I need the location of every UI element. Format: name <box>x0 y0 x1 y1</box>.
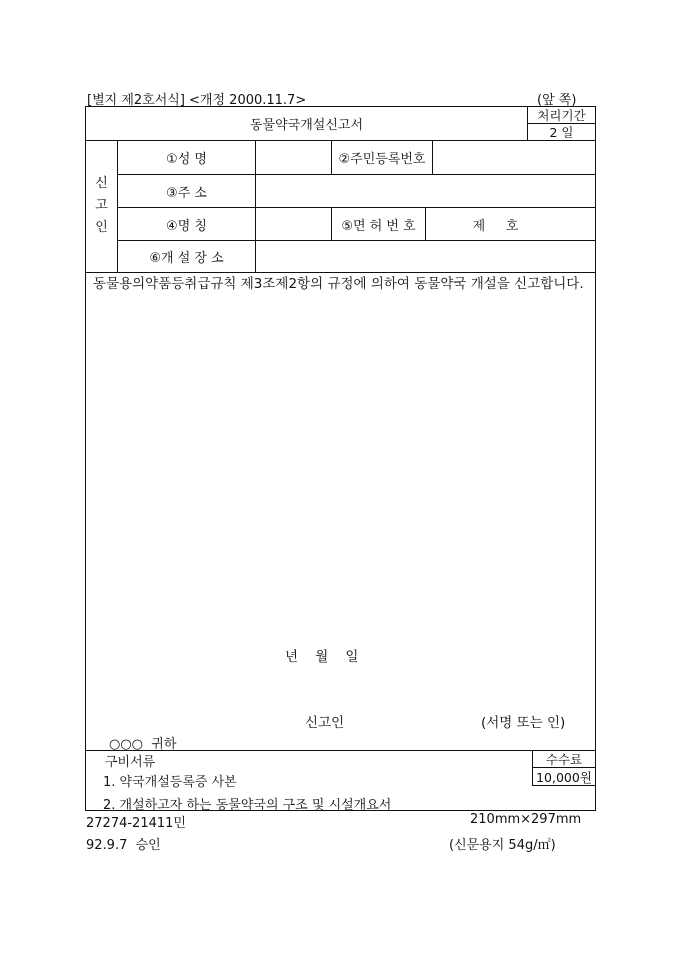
declaration-text: 동물용의약품등취급규칙 제3조제2항의 규정에 의하여 동물약국 개설을 신고합니다. <box>93 276 584 292</box>
required-document-item: 2. 개설하고자 하는 동물약국의 구조 및 시설개요서 <box>103 798 392 813</box>
page-side-label: (앞 쪽) <box>537 93 577 108</box>
rrn-label: ②주민등록번호 <box>338 152 426 167</box>
business-name-label: ④명 칭 <box>166 218 207 234</box>
rrn-field[interactable] <box>433 141 595 174</box>
business-name-field[interactable] <box>256 208 331 240</box>
applicant-signature-label: 신고인 <box>305 715 345 731</box>
signature-field[interactable]: (서명 또는 인) <box>481 715 566 731</box>
required-documents-label: 구비서류 <box>105 755 156 770</box>
fee-label: 수수료 <box>545 752 583 767</box>
address-label: ③주 소 <box>166 185 207 201</box>
required-document-item: 1. 약국개설등록증 사본 <box>103 775 237 790</box>
processing-period-label: 처리기간 <box>537 108 586 123</box>
license-number-label: ⑤면 허 번 호 <box>341 218 416 234</box>
license-number-field[interactable]: 제 호 <box>472 218 519 234</box>
addressee: ○○○ 귀하 <box>109 737 177 752</box>
paper-type: (신문용지 54g/㎡) <box>449 838 556 853</box>
form-title: 동물약국개설신고서 <box>249 118 364 133</box>
approval-date: 92.9.7 승인 <box>86 838 161 853</box>
location-label: ⑥개 설 장 소 <box>149 251 224 266</box>
form-code: 27274-21411민 <box>86 816 186 831</box>
address-field[interactable] <box>256 175 595 207</box>
name-field[interactable] <box>256 141 331 174</box>
paper-size: 210mm×297mm <box>470 812 582 827</box>
declaration-date[interactable]: 년 월 일 <box>285 649 359 665</box>
applicant-section-label: 신 고 인 <box>95 176 108 235</box>
location-field[interactable] <box>256 241 595 272</box>
fee-value: 10,000원 <box>536 769 592 785</box>
form-number: [별지 제2호서식] <개정 2000.11.7> <box>87 93 307 108</box>
name-label: ①성 명 <box>166 152 207 167</box>
processing-period-value: 2 일 <box>549 125 574 140</box>
